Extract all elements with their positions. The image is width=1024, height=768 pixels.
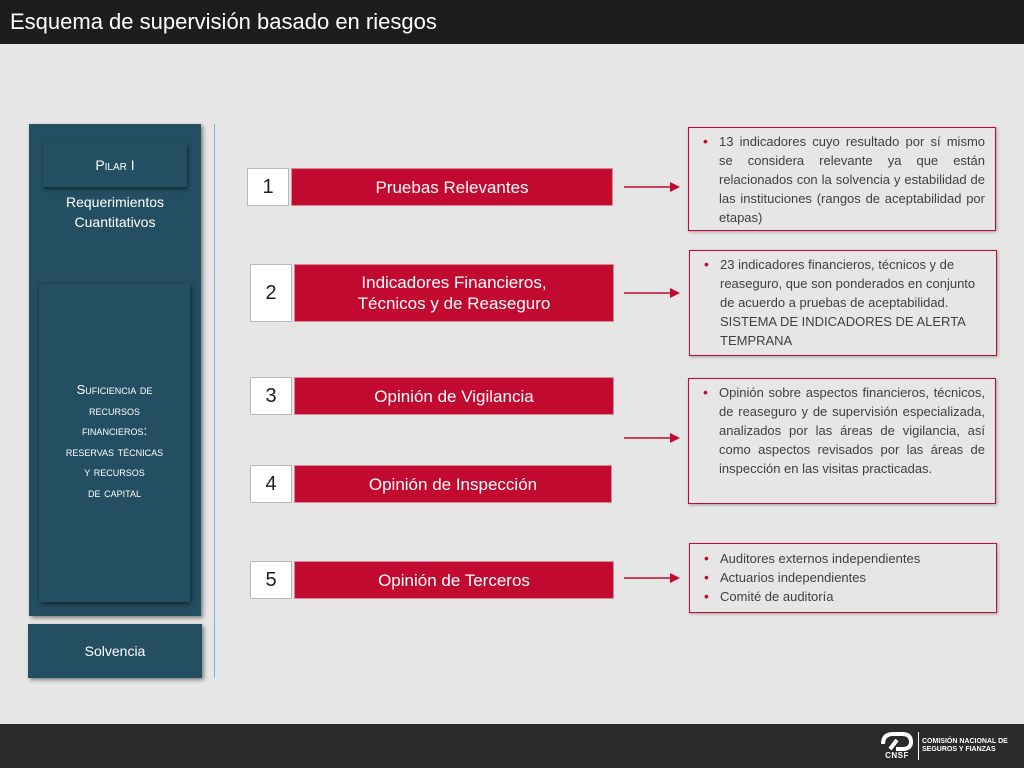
divider-line bbox=[214, 124, 215, 678]
description-item: • Actuarios independientes bbox=[702, 568, 986, 587]
description-item: • 13 indicadores cuyo resultado por sí mismo se considera relevante ya que están relacionados con la solvencia y estabilidad de las instituciones (rangos de aceptabilidad por etapas) bbox=[701, 132, 985, 227]
bar-indicadores bbox=[250, 264, 614, 322]
bar-label: Opinión de Inspección bbox=[294, 465, 612, 503]
bar-opinion-inspeccion bbox=[250, 465, 612, 503]
arrow-right-icon bbox=[624, 572, 680, 584]
bar-number: 3 bbox=[250, 377, 292, 415]
sufficiency-label: Suficiencia de recursos financieros: reservas técnicas y recursos de capital bbox=[65, 382, 164, 500]
solvency-box: Solvencia bbox=[28, 624, 202, 678]
description-box-1 bbox=[688, 127, 996, 231]
description-box-2 bbox=[689, 250, 997, 356]
bar-pruebas-relevantes bbox=[247, 168, 613, 206]
bar-label: Indicadores Financieros, Técnicos y de Reaseguro bbox=[294, 264, 614, 322]
pillar-label: Pilar I bbox=[43, 143, 187, 187]
bar-label: Pruebas Relevantes bbox=[291, 168, 613, 206]
arrow-right-icon bbox=[624, 432, 680, 444]
logo-name: COMISIÓN NACIONAL DE SEGUROS Y FIANZAS bbox=[922, 738, 1008, 753]
sufficiency-box bbox=[39, 284, 190, 602]
requirements-label: Requerimientos Cuantitativos bbox=[65, 194, 165, 230]
arrow-right-icon bbox=[624, 287, 680, 299]
bar-opinion-vigilancia bbox=[250, 377, 614, 415]
bar-opinion-terceros bbox=[250, 561, 614, 599]
description-item: • 23 indicadores financieros, técnicos y de reaseguro, que son ponderados en conjunto de acuerdo a pruebas de aceptabilidad. SISTEMA DE INDICADORES DE ALERTA TEMPRANA bbox=[702, 255, 986, 350]
description-item: • Auditores externos independientes bbox=[702, 549, 986, 568]
title-bar bbox=[0, 0, 1024, 44]
logo-acronym: CNSF bbox=[885, 751, 909, 760]
description-box-3 bbox=[688, 378, 996, 504]
bar-number: 4 bbox=[250, 465, 292, 503]
footer-bar bbox=[0, 724, 1024, 768]
description-item: • Comité de auditoría bbox=[702, 587, 986, 606]
bar-label: Opinión de Terceros bbox=[294, 561, 614, 599]
page-title: Esquema de supervisión basado en riesgos bbox=[10, 9, 437, 34]
logo-separator bbox=[918, 732, 919, 760]
arrow-right-icon bbox=[624, 181, 680, 193]
bar-number: 2 bbox=[250, 264, 292, 322]
bar-number: 1 bbox=[247, 168, 289, 206]
description-item: • Opinión sobre aspectos financieros, técnicos, de reaseguro y de supervisión especializada, analizados por las áreas de vigilancia, así como aspectos revisados por las áreas de inspección en las visitas practicadas. bbox=[701, 383, 985, 478]
cnsf-logo bbox=[880, 730, 1014, 762]
bar-number: 5 bbox=[250, 561, 292, 599]
bar-label: Opinión de Vigilancia bbox=[294, 377, 614, 415]
description-box-4 bbox=[689, 543, 997, 613]
